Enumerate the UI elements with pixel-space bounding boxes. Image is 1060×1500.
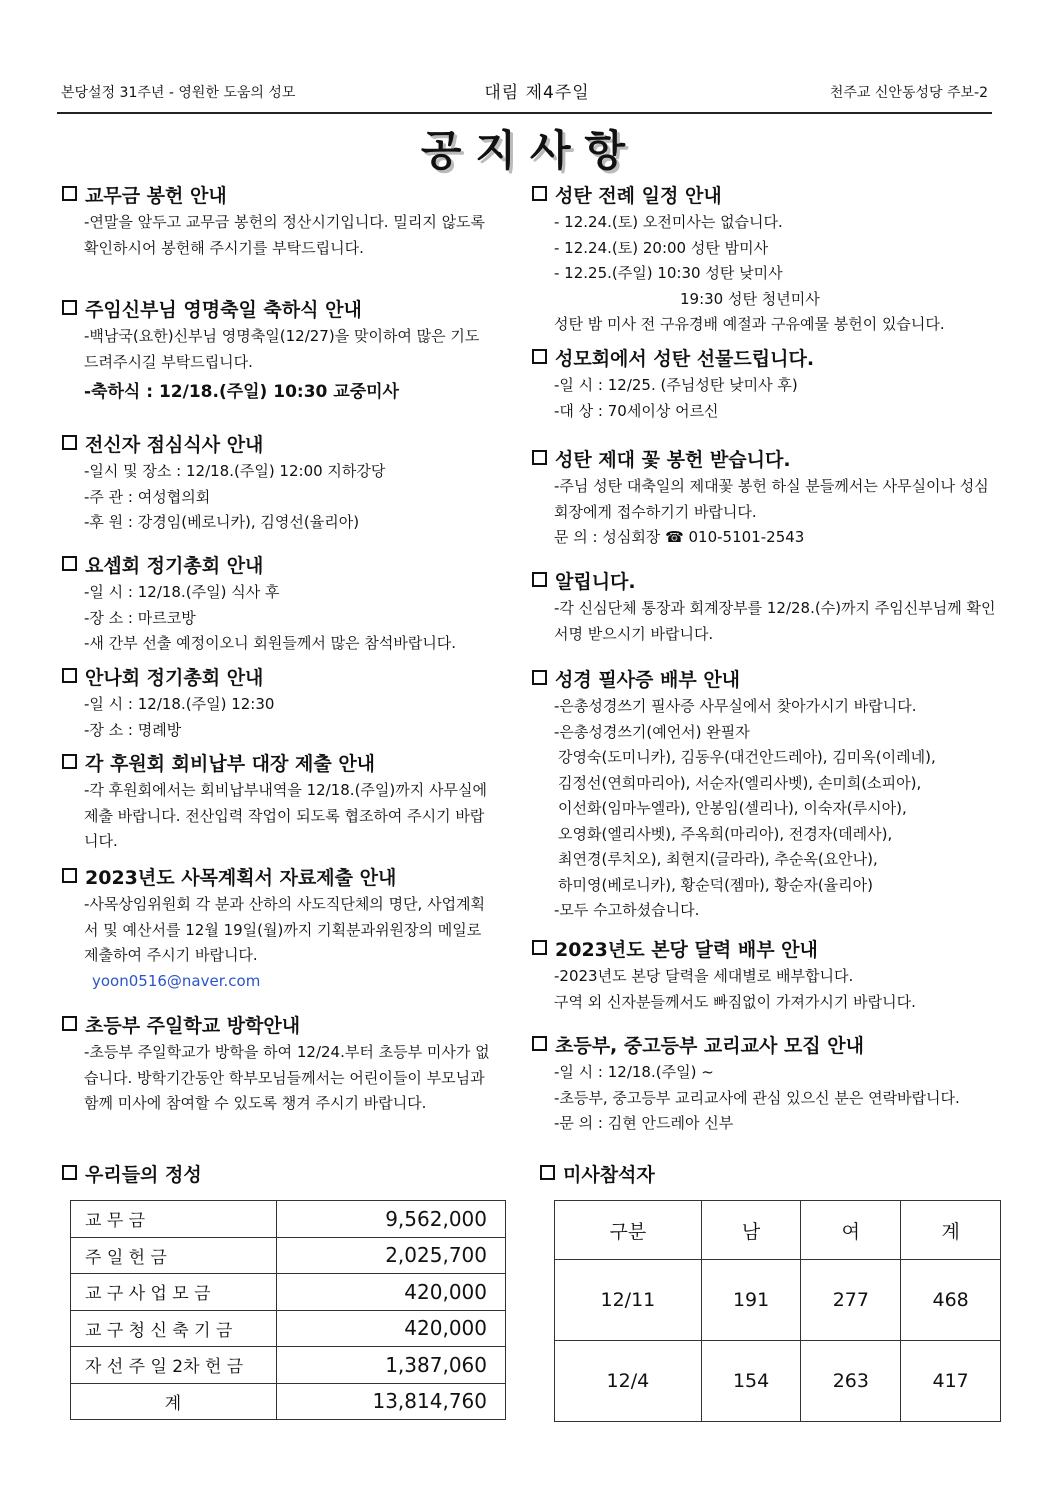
notice-heading (62, 431, 492, 459)
notice-heading (62, 182, 492, 210)
table-cell: 12/11 (555, 1260, 702, 1341)
notice-section (532, 666, 997, 924)
notice-title: 성경 필사증 배부 안내 (555, 669, 741, 691)
attendance-heading (540, 1160, 655, 1187)
checkbox-bullet-icon (540, 1165, 555, 1180)
notice-heading (62, 864, 492, 892)
notice-heading (532, 666, 997, 694)
offering-label: 교 구 사 업 모 금 (71, 1274, 277, 1311)
notice-heading (532, 568, 997, 596)
offering-value: 2,025,700 (277, 1237, 506, 1274)
notice-line: -각 후원회에서는 회비납부내역을 12/18.(주일)까지 사무실에 제출 바랍니다. 전산입력 작업이 되도록 협조하여 주시기 바랍니다. (84, 781, 487, 850)
notice-section (62, 182, 492, 261)
notice-line: -초등부, 중고등부 교리교사에 관심 있으신 분은 연락바랍니다. (554, 1088, 960, 1107)
checkbox-bullet-icon (62, 668, 77, 683)
table-row (71, 1274, 506, 1311)
checkbox-bullet-icon (62, 754, 77, 769)
notice-heading (62, 552, 492, 580)
notice-line: -문 의 : 김현 안드레아 신부 (554, 1114, 734, 1132)
notice-title: 성모회에서 성탄 선물드립니다. (555, 348, 815, 370)
notice-line: 하미영(베로니카), 황순덕(젬마), 황순자(율리아) (558, 875, 874, 894)
notice-line: -연말을 앞두고 교무금 봉헌의 정산시기입니다. 밀리지 않도록 확인하시어 봉헌해 주시기를 부탁드립니다. (84, 213, 486, 257)
checkbox-bullet-icon (532, 940, 547, 955)
notice-heading (62, 664, 492, 692)
table-cell: 263 (801, 1341, 901, 1422)
page-header (57, 78, 992, 114)
notice-title: 2023년도 본당 달력 배부 안내 (555, 939, 818, 961)
attendance-title: 미사참석자 (563, 1164, 655, 1186)
offering-value: 1,387,060 (277, 1347, 506, 1384)
notice-line: -장 소 : 마르코방 (84, 608, 196, 627)
table-row (71, 1310, 506, 1347)
table-cell: 12/4 (555, 1341, 702, 1422)
notice-section (532, 446, 997, 551)
notice-line: 김정선(연희마리아), 서순자(엘리사벳), 손미희(소피아), (558, 773, 922, 792)
notice-title: 성탄 제대 꽃 봉헌 받습니다. (555, 449, 791, 471)
checkbox-bullet-icon (62, 868, 77, 883)
notice-line: 오영화(엘리사벳), 주옥희(마리아), 전경자(데레사), (558, 824, 893, 843)
notice-heading (532, 1032, 997, 1060)
notice-heading (532, 182, 997, 210)
notice-line: 19:30 성탄 청년미사 (680, 289, 820, 308)
offering-label: 교 무 금 (71, 1201, 277, 1238)
notice-section (532, 936, 997, 1015)
notice-line: 성탄 밤 미사 전 구유경배 예절과 구유예물 봉헌이 있습니다. (554, 315, 945, 333)
notice-heading (62, 296, 492, 324)
notice-line: -대 상 : 70세이상 어르신 (554, 401, 719, 420)
header-right-text: 천주교 신안동성당 주보-2 (829, 85, 988, 101)
notice-line: -후 원 : 강경임(베로니카), 김영선(율리아) (84, 513, 360, 531)
notice-section (62, 1012, 492, 1117)
offering-label: 자 선 주 일 2차 헌 금 (71, 1347, 277, 1384)
notice-line: -주님 성탄 대축일의 제대꽃 봉헌 하실 분들께서는 사무실이나 성심회장에게 접수하기기 바랍니다. (554, 477, 989, 521)
notice-line: 문 의 : 성심회장 ☎ 010-5101-2543 (554, 528, 805, 546)
notice-title: 요셉회 정기총회 안내 (85, 555, 264, 577)
offering-table (70, 1200, 506, 1420)
offering-label: 주 일 헌 금 (71, 1237, 277, 1274)
column-header: 계 (901, 1201, 1001, 1260)
notice-line: -일 시 : 12/18.(주일) 식사 후 (84, 583, 280, 601)
notice-title: 전신자 점심식사 안내 (85, 434, 264, 456)
notice-title: 성탄 전례 일정 안내 (555, 185, 722, 207)
checkbox-bullet-icon (62, 1165, 77, 1180)
offering-heading (62, 1160, 202, 1187)
offering-label: 계 (71, 1383, 277, 1420)
notice-line: -일 시 : 12/18.(주일) ~ (554, 1063, 714, 1081)
notice-section (62, 864, 492, 994)
notice-title: 주임신부님 영명축일 축하식 안내 (85, 299, 362, 321)
notice-line: -일 시 : 12/25. (주님성탄 낮미사 후) (554, 376, 798, 394)
checkbox-bullet-icon (532, 572, 547, 587)
notice-title: 2023년도 사목계획서 자료제출 안내 (85, 867, 397, 889)
notice-title: 초등부 주일학교 방학안내 (85, 1015, 301, 1037)
notice-line: -2023년도 본당 달력을 세대별로 배부합니다. (554, 967, 854, 985)
table-cell: 417 (901, 1341, 1001, 1422)
notice-section (62, 431, 492, 536)
table-row (71, 1237, 506, 1274)
table-cell: 154 (701, 1341, 801, 1422)
checkbox-bullet-icon (62, 1016, 77, 1031)
notice-line: - 12.25.(주일) 10:30 성탄 낮미사 (554, 264, 783, 282)
notice-line: 구역 외 신자분들께서도 빠짐없이 가져가시기 바랍니다. (554, 992, 916, 1011)
checkbox-bullet-icon (62, 435, 77, 450)
offering-title: 우리들의 정성 (85, 1164, 202, 1186)
notice-heading (62, 1012, 492, 1040)
notice-line: -장 소 : 명례방 (84, 720, 182, 739)
notice-section (532, 345, 997, 424)
column-header: 여 (801, 1201, 901, 1260)
header-center-text: 대림 제4주일 (484, 83, 590, 103)
notice-section (62, 750, 492, 855)
notice-title: 알립니다. (555, 571, 636, 593)
offering-value: 420,000 (277, 1310, 506, 1347)
checkbox-bullet-icon (532, 450, 547, 465)
page-title: 공지사항 (420, 126, 640, 175)
checkbox-bullet-icon (532, 670, 547, 685)
email-link: yoon0516@naver.com (92, 971, 261, 990)
table-row (71, 1383, 506, 1420)
table-row (555, 1260, 1001, 1341)
notice-line: -백남국(요한)신부님 영명축일(12/27)을 맞이하여 많은 기도 드려주시길 부탁드립니다. (84, 327, 480, 371)
checkbox-bullet-icon (62, 300, 77, 315)
notice-section (532, 1032, 997, 1137)
notice-heading (532, 936, 997, 964)
notice-heading (532, 345, 997, 373)
header-left-text: 본당설정 31주년 - 영원한 도움의 성모 (61, 85, 296, 101)
checkbox-bullet-icon (532, 1036, 547, 1051)
checkbox-bullet-icon (532, 186, 547, 201)
notice-line: - 12.24.(토) 20:00 성탄 밤미사 (554, 238, 769, 257)
table-row (555, 1341, 1001, 1422)
checkbox-bullet-icon (62, 556, 77, 571)
notice-section (62, 552, 492, 657)
attendance-table (554, 1200, 1001, 1422)
notice-line: -각 신심단체 통장과 회계장부를 12/28.(수)까지 주임신부님께 확인서명 받으시기 바랍니다. (554, 599, 996, 643)
offering-value: 420,000 (277, 1274, 506, 1311)
column-header: 구분 (555, 1201, 702, 1260)
notice-emphasis: -축하식 : 12/18.(주일) 10:30 교중미사 (84, 382, 399, 402)
notice-title: 안나회 정기총회 안내 (85, 667, 264, 689)
offering-value: 9,562,000 (277, 1201, 506, 1238)
notice-line: -은총성경쓰기 필사증 사무실에서 찾아가시기 바랍니다. (554, 697, 917, 715)
notice-line: - 12.24.(토) 오전미사는 없습니다. (554, 213, 783, 231)
notice-title: 초등부, 중고등부 교리교사 모집 안내 (555, 1035, 864, 1057)
checkbox-bullet-icon (532, 349, 547, 364)
notice-heading (532, 446, 997, 474)
checkbox-bullet-icon (62, 186, 77, 201)
offering-label: 교 구 청 신 축 기 금 (71, 1310, 277, 1347)
notice-line: -모두 수고하셨습니다. (554, 901, 700, 919)
notice-section (532, 568, 997, 647)
notice-line: -일시 및 장소 : 12/18.(주일) 12:00 지하강당 (84, 462, 386, 480)
table-cell: 277 (801, 1260, 901, 1341)
notice-line: 강영숙(도미니카), 김동우(대건안드레아), 김미옥(이레네), (558, 748, 936, 766)
notice-line: -초등부 주일학교가 방학을 하여 12/24.부터 초등부 미사가 없습니다. 방학기간동안 학부모님들께서는 어린이들이 부모님과 함께 미사에 참여할 수 있도록 챙겨 주시기 바랍니다. (84, 1043, 490, 1112)
notice-line: 이선화(임마누엘라), 안봉임(셀리나), 이숙자(루시아), (558, 799, 907, 817)
notice-line: -일 시 : 12/18.(주일) 12:30 (84, 695, 275, 713)
notice-section (532, 182, 997, 338)
offering-value: 13,814,760 (277, 1383, 506, 1420)
table-cell: 191 (701, 1260, 801, 1341)
notice-section (62, 296, 492, 409)
table-row (71, 1201, 506, 1238)
notice-line: -은총성경쓰기(예언서) 완필자 (554, 722, 750, 741)
table-cell: 468 (901, 1260, 1001, 1341)
notice-section (62, 664, 492, 743)
table-header-row (555, 1201, 1001, 1260)
notice-title: 교무금 봉헌 안내 (85, 185, 227, 207)
notice-title: 각 후원회 회비납부 대장 제출 안내 (85, 753, 376, 775)
column-header: 남 (701, 1201, 801, 1260)
notice-line: -새 간부 선출 예정이오니 회원들께서 많은 참석바랍니다. (84, 634, 457, 652)
notice-line: -주 관 : 여성협의회 (84, 487, 211, 506)
table-row (71, 1347, 506, 1384)
notice-line: -사목상임위원회 각 분과 산하의 사도직단체의 명단, 사업계획서 및 예산서를 12월 19일(월)까지 기획분과위원장의 메일로 제출하여 주시기 바랍니다. (84, 895, 486, 964)
notice-heading (62, 750, 492, 778)
notice-line: 최연경(루치오), 최현지(글라라), 추순옥(요안나), (558, 850, 878, 868)
